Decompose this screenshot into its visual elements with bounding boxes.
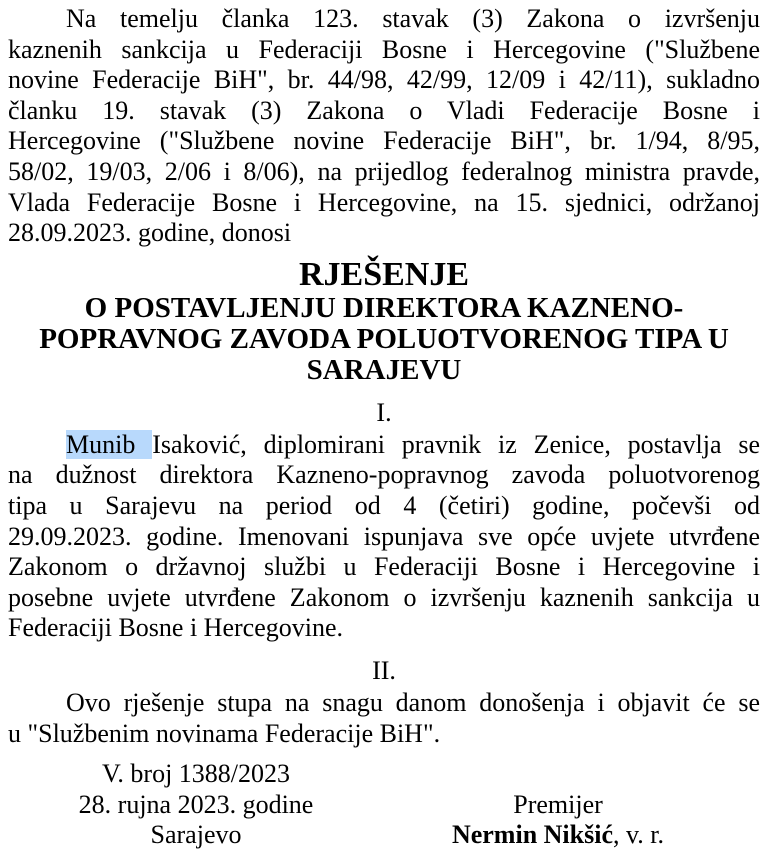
footer (8, 759, 760, 859)
section-i-label: I. (376, 397, 392, 427)
text-line: Federaciji Bosne i Hercegovine. (8, 613, 343, 643)
signer-suffix: , v. r. (613, 820, 665, 850)
text-line: posebne uvjete utvrđene Zakonom o izvršenju kaznenih sankcija u (8, 582, 760, 612)
text-line: tipa u Sarajevu na period od 4 (četiri) godine, počevši od (8, 490, 760, 520)
text-line: 58/02, 19/03, 2/06 i 8/06), na prijedlog federalnog ministra pravde, (8, 156, 760, 186)
text-line: 28.09.2023. godine, donosi (8, 218, 292, 248)
decision-subtitle-line: POPRAVNOG ZAVODA POLUOTVORENOG TIPA U (39, 322, 729, 355)
text-line: 29.09.2023. godine. Imenovani ispunjava sve opće uvjete utvrđene (8, 521, 760, 551)
text-line: članku 19. stavak (3) Zakona o Vladi Federacije Bosne i (8, 95, 760, 125)
decision-subtitle (8, 293, 760, 386)
document-place: Sarajevo (150, 820, 242, 850)
paragraph-preamble (8, 4, 760, 249)
text-line: kaznenih sankcija u Federaciji Bosne i Hercegovine ("Službene (8, 34, 760, 64)
text-line: na dužnost direktora Kazneno-popravnog zavoda poluotvorenog (8, 460, 760, 490)
footer-left-block (70, 759, 322, 851)
text-line: u "Službenim novinama Federacije BiH". (8, 718, 441, 748)
decision-subtitle-line: O POSTAVLJENJU DIREKTORA KAZNENO- (84, 291, 684, 324)
decision-subtitle-line: SARAJEVU (306, 353, 462, 386)
text-line: Na temelju članka 123. stavak (3) Zakona o izvršenju (66, 4, 760, 33)
text-line: Ovo rješenje stupa na snagu danom donošenja i objavit će se (66, 687, 760, 717)
selected-text-munib[interactable]: Munib (66, 429, 153, 459)
signer-title: Premijer (513, 789, 603, 819)
paragraph-section-ii (8, 688, 760, 749)
text-line: Zakonom o državnoj službi u Federaciji Bosne i Hercegovine i (8, 552, 760, 582)
signer-line (432, 820, 684, 851)
text-segment: Isaković, diplomirani pravnik iz Zenice, postavlja se (152, 429, 761, 459)
paragraph-section-i (8, 430, 760, 644)
signer-name: Nermin Nikšić (451, 820, 613, 850)
document-number: V. broj 1388/2023 (101, 759, 291, 789)
text-line: novine Federacije BiH", br. 44/98, 42/99, 12/09 i 42/11), sukladno (8, 65, 760, 95)
decision-title: RJEŠENJE (298, 255, 470, 293)
footer-right-block (432, 790, 684, 851)
section-ii-label: II. (372, 655, 396, 685)
text-line: Hercegovine ("Službene novine Federacije BiH", br. 1/94, 8/95, (8, 126, 760, 156)
document-date: 28. rujna 2023. godine (78, 789, 314, 819)
text-line: Vlada Federacije Bosne i Hercegovine, na 15. sjednici, održanoj (8, 187, 760, 217)
text-line (8, 430, 760, 461)
